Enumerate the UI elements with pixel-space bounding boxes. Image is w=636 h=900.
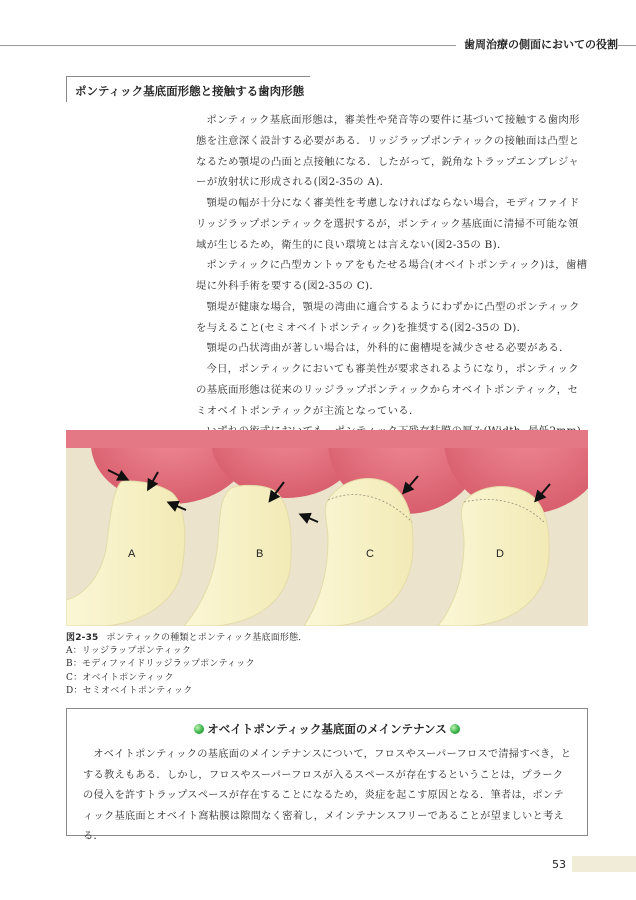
paragraph: 顎堤の幅が十分になく審美性を考慮しなければならない場合，モディファイドリッジラップポンティックを選択するが，ポンティック基底面に清掃不可能な領域が生じるため，衛生的に良い環境とは言えない(図2-35の B)． — [196, 197, 580, 251]
caption-title-line — [66, 632, 588, 645]
running-header — [0, 34, 636, 56]
maintenance-title: オベイトポンティック基底面のメインテナンス — [207, 722, 447, 736]
figure-label-a: A — [128, 548, 136, 560]
figure-label-d: D — [496, 548, 504, 560]
pontic-illustration — [66, 430, 588, 626]
figure-label-c: C — [366, 548, 374, 560]
figure-label-b: B — [256, 548, 264, 560]
green-sphere-icon — [450, 724, 460, 734]
maintenance-title-row — [67, 721, 587, 737]
caption-legend-item: B：モディファイドリッジラップポンティック — [66, 659, 255, 670]
caption-text: ポンティックの種類とポンティック基底面形態． — [106, 633, 308, 643]
caption-label: 図2-35 — [66, 633, 99, 643]
caption-legend-item: A：リッジラップポンティック — [66, 646, 192, 657]
page-number-strip — [572, 856, 636, 872]
paragraph: ポンティック基底面形態は，審美性や発音等の要件に基づいて接触する歯肉形態を注意深く設計する必要がある．リッジラップポンティックの接触面は凸型となるため顎堤の凸面と点接触になる．したがって，鋭角なトラップエンブレジャーが放射状に形成される(図2-35の A)． — [196, 114, 580, 189]
figure-caption — [66, 632, 588, 698]
maintenance-box — [66, 708, 588, 843]
gingiva-band — [66, 430, 588, 448]
caption-legend-item: C：オベイトポンティック — [66, 672, 174, 683]
body-text — [196, 110, 588, 463]
section-heading: ポンティック基底面形態と接触する歯肉形態 — [66, 76, 310, 102]
caption-legend-item: D：セミオベイトポンティック — [66, 685, 193, 696]
paragraph: 今日，ポンティックにおいても審美性が要求されるようになり，ポンティックの基底面形態は従来のリッジラップポンティックからオベイトポンティック，セミオベイトポンティックが主流となっている． — [196, 363, 579, 417]
paragraph: ポンティックに凸型カントゥアをもたせる場合(オベイトポンティック)は，歯槽堤に外科手術を要する(図2-35の C)． — [196, 259, 588, 292]
pontic-illustration-svg — [66, 430, 588, 626]
maintenance-text: オベイトポンティックの基底面のメインテナンスについて，フロスやスーパーフロスで清掃すべき，とする教えもある．しかし，フロスやスーパーフロスが入るスペースが存在するということは，プラークの侵入を許すトラップスペースが存在することになるため，炎症を起こす原因となる．筆者は，ポンティック基底面とオベイト窩粘膜は隙間なく密着し，メインテナンスフリーであることが望ましいと考える． — [83, 749, 572, 843]
running-title: 歯周治療の側面においての役割 — [456, 36, 618, 52]
paragraph: 顎堤の凸状湾曲が著しい場合は，外科的に歯槽堤を減少させる必要がある． — [206, 342, 570, 355]
page-number: 53 — [552, 858, 566, 871]
green-sphere-icon — [194, 724, 204, 734]
paragraph: 顎堤が健康な場合，顎堤の湾曲に適合するようにわずかに凸型のポンティックを与えること(セミオベイトポンティック)を推奨する(図2-35の D)． — [196, 300, 580, 334]
